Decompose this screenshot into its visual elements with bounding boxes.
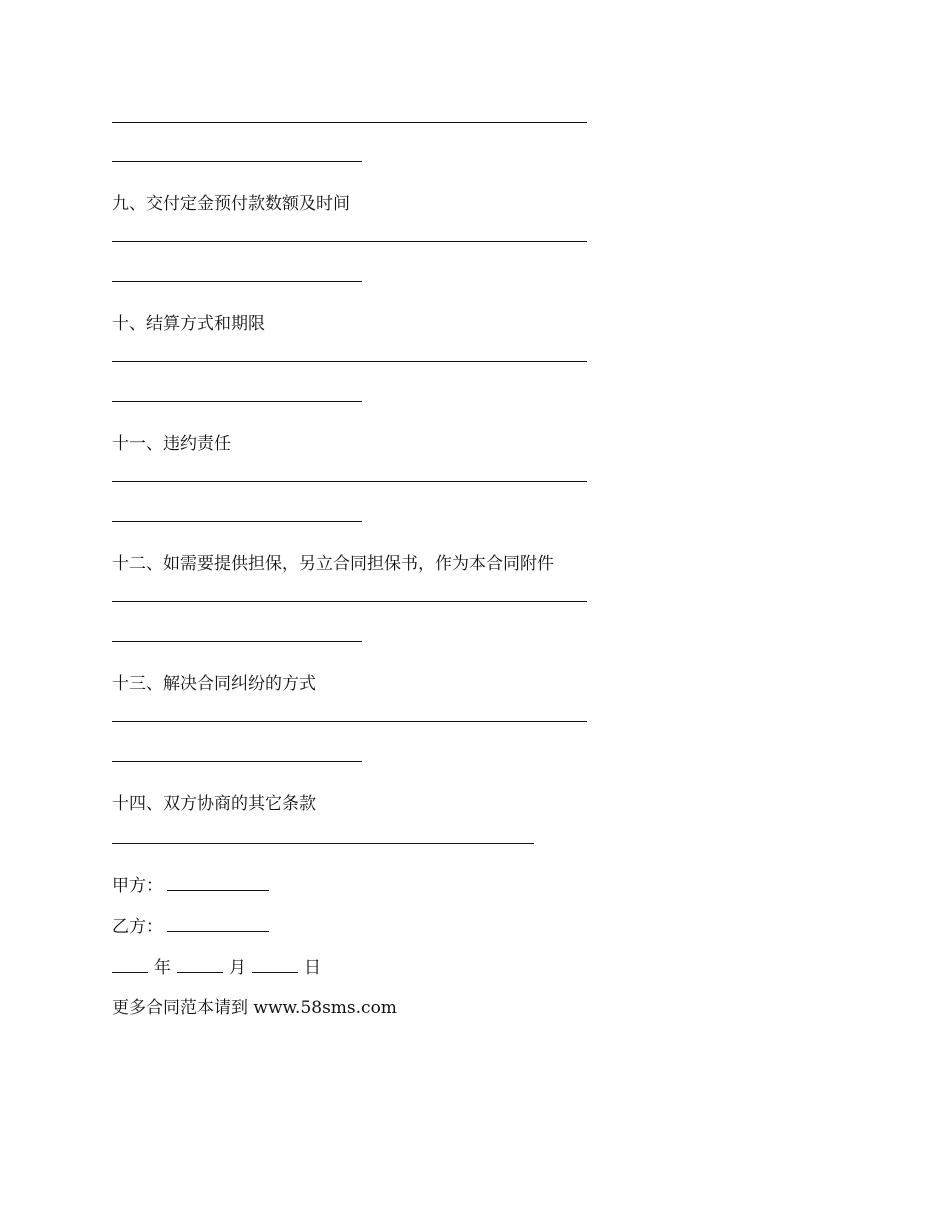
- footer-note: 更多合同范本请到 www.58sms.com: [112, 998, 397, 1018]
- fill-in-line: [112, 361, 587, 362]
- year-label: 年: [154, 958, 171, 978]
- fill-in-line: [112, 843, 534, 844]
- party-a-blank: [167, 874, 269, 891]
- section-heading-12: 十二、如需要提供担保，另立合同担保书，作为本合同附件: [112, 554, 554, 574]
- month-blank: [177, 956, 223, 973]
- party-b-label: 乙方：: [112, 917, 163, 937]
- fill-in-line: [112, 721, 587, 722]
- section-heading-14: 十四、双方协商的其它条款: [112, 794, 316, 814]
- party-b-signature: [112, 915, 269, 938]
- fill-in-line: [112, 761, 362, 762]
- year-blank: [112, 956, 148, 973]
- fill-in-line: [112, 401, 362, 402]
- fill-in-line: [112, 241, 587, 242]
- section-heading-11: 十一、违约责任: [112, 434, 231, 454]
- section-heading-9: 九、交付定金预付款数额及时间: [112, 194, 350, 214]
- section-heading-13: 十三、解决合同纠纷的方式: [112, 674, 316, 694]
- fill-in-line: [112, 601, 587, 602]
- fill-in-line: [112, 281, 362, 282]
- fill-in-line: [112, 122, 587, 123]
- date-line: [112, 956, 321, 979]
- party-a-label: 甲方：: [112, 876, 163, 896]
- party-b-blank: [167, 915, 269, 932]
- fill-in-line: [112, 161, 362, 162]
- day-blank: [252, 956, 298, 973]
- fill-in-line: [112, 521, 362, 522]
- fill-in-line: [112, 641, 362, 642]
- party-a-signature: [112, 874, 269, 897]
- month-label: 月: [229, 958, 246, 978]
- day-label: 日: [304, 958, 321, 978]
- fill-in-line: [112, 481, 587, 482]
- section-heading-10: 十、结算方式和期限: [112, 314, 265, 334]
